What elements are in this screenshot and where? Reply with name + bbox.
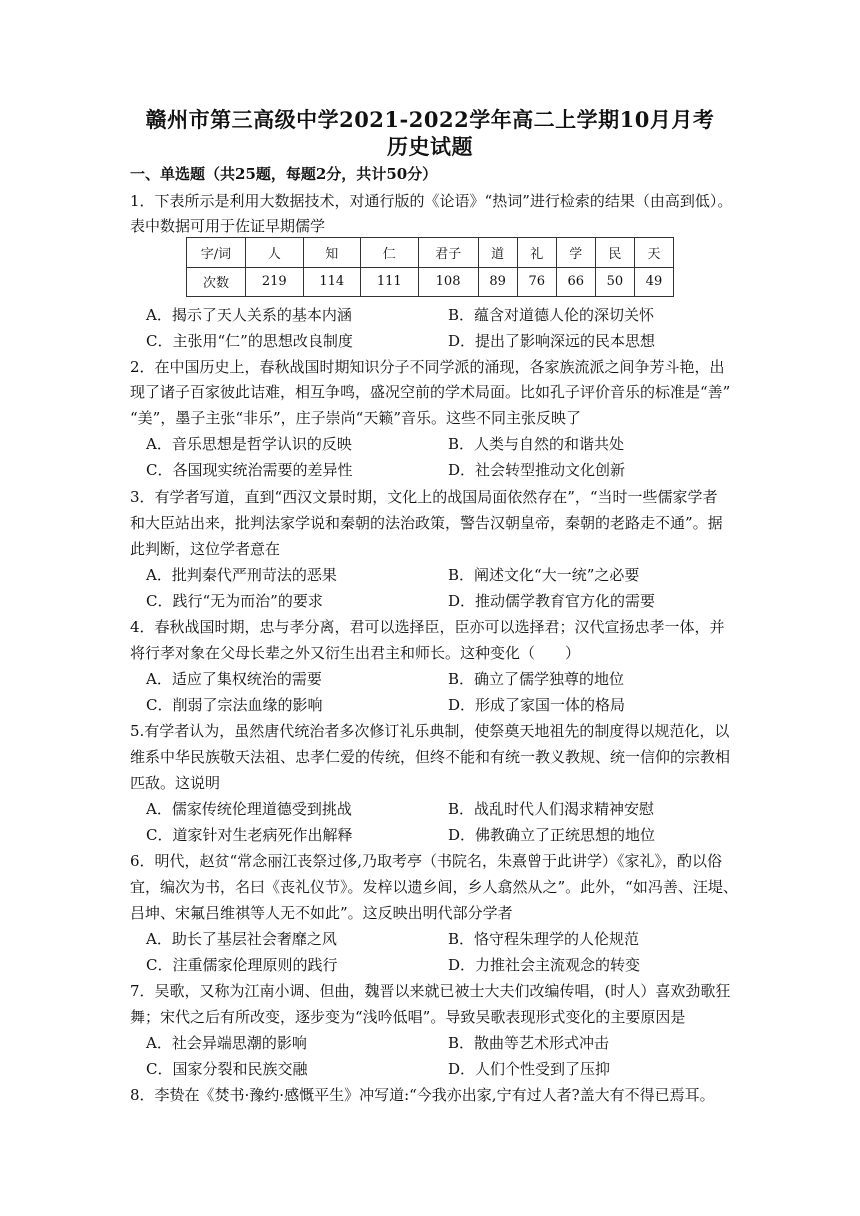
- q6-option-b: B．恪守程朱理学的人伦规范: [448, 930, 640, 948]
- q6-option-c: C．注重儒家伦理原则的践行: [146, 956, 338, 974]
- table-cell: 君子: [418, 238, 478, 268]
- q7-stem-line-1: 7．吴歌，又称为江南小调、但曲，魏晋以来就已被士大夫们改编传唱，(时人）喜欢劲歌狂: [130, 982, 731, 1000]
- table-cell: 天: [634, 238, 673, 268]
- q4-stem-line-1: 4．春秋战国时期，忠与孝分离，君可以选择臣，臣亦可以选择君；汉代宣扬忠孝一体，并: [130, 618, 725, 636]
- q6-stem-line-3: 吕坤、宋氟吕维祺等人无不如此”。这反映出明代部分学者: [130, 904, 513, 922]
- table-cell: 仁: [361, 238, 419, 268]
- table-cell: 礼: [517, 238, 556, 268]
- q2-option-d: D．社会转型推动文化创新: [448, 461, 626, 479]
- q5-stem-line-1: 5.有学者认为，虽然唐代统治者多次修订礼乐典制，使祭奠天地祖先的制度得以规范化，以: [130, 722, 730, 740]
- q1-stem-line-1: 1．下表所示是利用大数据技术，对通行版的《论语》“热词”进行检索的结果（由高到低）。: [130, 192, 733, 210]
- q1-option-b: B．蕴含对道德人伦的深切关怀: [448, 306, 655, 324]
- q4-stem-line-2: 将行孝对象在父母长辈之外又衍生出君主和师长。这种变化（ ）: [130, 644, 581, 662]
- q3-stem-line-3: 此判断，这位学者意在: [130, 540, 281, 558]
- q4-option-a: A．适应了集权统治的需要: [146, 670, 322, 688]
- table-cell: 知: [303, 238, 361, 268]
- q2-stem-line-2: 现了诸子百家彼此诘难，相互争鸣，盛况空前的学术局面。比如孔子评价音乐的标准是“善”: [130, 383, 731, 401]
- q5-option-d: D．佛教确立了正统思想的地位: [448, 826, 656, 844]
- table-cell: 89: [478, 267, 517, 297]
- table-row-counts: [187, 267, 674, 297]
- q7-option-a: A．社会异端思潮的影响: [146, 1034, 307, 1052]
- q5-option-a: A．儒家传统伦理道德受到挑战: [146, 800, 352, 818]
- q2-option-c: C．各国现实统治需要的差异性: [146, 461, 353, 479]
- section-heading: 一、单选题（共25题，每题2分，共计50分）: [130, 165, 438, 183]
- table-cell: 111: [361, 267, 419, 297]
- q2-option-b: B．人类与自然的和谐共处: [448, 435, 625, 453]
- table-cell: 学: [556, 238, 595, 268]
- q7-option-b: B．散曲等艺术形式冲击: [448, 1034, 610, 1052]
- q3-option-a: A．批判秦代严刑苛法的恶果: [146, 566, 337, 584]
- q7-option-d: D．人们个性受到了压抑: [448, 1060, 611, 1078]
- table-cell: 114: [303, 267, 361, 297]
- q6-option-d: D．力推社会主流观念的转变: [448, 956, 641, 974]
- q3-option-c: C．践行“无为而治”的要求: [146, 592, 323, 610]
- q3-option-b: B．阐述文化“大一统”之必要: [448, 566, 640, 584]
- q2-stem-line-1: 2．在中国历史上，春秋战国时期知识分子不同学派的涌现，各家族流派之间争芳斗艳，出: [130, 358, 725, 376]
- q6-stem-line-2: 宜，编次为书，名曰《丧礼仪节》。发梓以遗乡闾，乡人翕然从之”。此外，“如冯善、汪堤、: [130, 878, 738, 896]
- q6-stem-line-1: 6．明代，赵贫“常念丽江丧祭过侈,乃取考亭（书院名，朱熹曾于此讲学）《家礼》，酌以俗: [130, 852, 722, 870]
- q5-stem-line-2: 维系中华民族敬天法祖、忠孝仁爱的传统，但终不能和有统一教义教规、统一信仰的宗教相: [130, 748, 731, 766]
- q1-data-table: [186, 237, 674, 297]
- q3-option-d: D．推动儒学教育官方化的需要: [448, 592, 656, 610]
- title-line-2: 历史试题: [387, 134, 473, 159]
- table-cell: 219: [246, 267, 304, 297]
- q3-stem-line-2: 和大臣站出来，批判法家学说和秦朝的法治政策，警告汉朝皇帝，秦朝的老路走不通”。据: [130, 514, 723, 532]
- table-cell: 人: [246, 238, 304, 268]
- q5-option-b: B．战乱时代人们渴求精神安慰: [448, 800, 655, 818]
- q1-option-c: C．主张用“仁”的思想改良制度: [146, 332, 353, 350]
- q4-option-b: B．确立了儒学独尊的地位: [448, 670, 625, 688]
- q1-option-d: D．提出了影响深远的民本思想: [448, 332, 656, 350]
- title-line-1: 赣州市第三高级中学2021-2022学年高二上学期10月月考: [145, 107, 715, 132]
- q2-option-a: A．音乐思想是哲学认识的反映: [146, 435, 352, 453]
- table-cell: 民: [595, 238, 634, 268]
- q5-stem-line-3: 匹敌。这说明: [130, 774, 221, 792]
- q6-option-a: A．助长了基层社会奢靡之风: [146, 930, 337, 948]
- q8-stem-line-1: 8．李贽在《焚书·豫约·感慨平生》冲写道:“今我亦出家,宁有过人者?盖大有不得已焉耳。: [130, 1086, 715, 1104]
- q3-stem-line-1: 3．有学者写道，直到“西汉文景时期，文化上的战国局面依然存在”，“当时一些儒家学者: [130, 488, 718, 506]
- q1-option-a: A．揭示了天人关系的基本内涵: [146, 306, 352, 324]
- q7-option-c: C．国家分裂和民族交融: [146, 1060, 308, 1078]
- q4-option-c: C．削弱了宗法血缘的影响: [146, 696, 323, 714]
- table-cell: 76: [517, 267, 556, 297]
- q5-option-c: C．道家针对生老病死作出解释: [146, 826, 353, 844]
- table-header-cell: 次数: [187, 267, 246, 297]
- table-cell: 道: [478, 238, 517, 268]
- table-cell: 49: [634, 267, 673, 297]
- table-cell: 108: [418, 267, 478, 297]
- table-header-cell: 字/词: [187, 238, 246, 268]
- q4-option-d: D．形成了家国一体的格局: [448, 696, 626, 714]
- table-row-words: [187, 238, 674, 268]
- q7-stem-line-2: 舞；宋代之后有所改变，逐步变为“浅吟低唱”。导致吴歌表现形式变化的主要原因是: [130, 1008, 686, 1026]
- q2-stem-line-3: “美”，墨子主张“非乐”，庄子崇尚“天籁”音乐。这些不同主张反映了: [130, 409, 582, 427]
- table-cell: 66: [556, 267, 595, 297]
- table-cell: 50: [595, 267, 634, 297]
- q1-stem-line-2: 表中数据可用于佐证早期儒学: [130, 217, 326, 235]
